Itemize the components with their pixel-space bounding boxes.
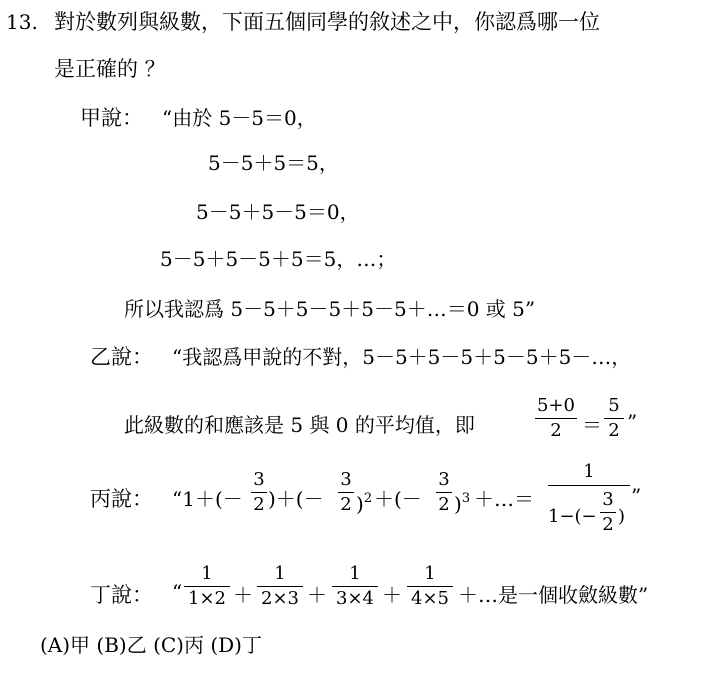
bing-paren: ) — [356, 492, 364, 516]
fraction-bar — [184, 586, 230, 587]
bing-rhs-den-frac — [600, 490, 616, 535]
yi-frac2-denominator: 2 — [608, 420, 620, 441]
bing-rhs-den-right: ) — [618, 506, 626, 527]
ding-t3-numerator: 1 — [349, 563, 361, 584]
ding-t2-numerator: 1 — [274, 563, 286, 584]
bing-close-quote: ” — [631, 484, 642, 508]
bing-f2-denominator: 2 — [340, 494, 352, 515]
bing-mid1: )＋(－ — [268, 487, 324, 511]
fraction-bar — [257, 586, 303, 587]
bing-f1-denominator: 2 — [253, 494, 265, 515]
bing-f1-numerator: 3 — [253, 469, 265, 490]
ding-t4-numerator: 1 — [424, 563, 436, 584]
bing-mid3: ＋(－ — [374, 487, 422, 511]
bing-mid2 — [356, 487, 372, 516]
bing-frac2 — [338, 470, 354, 515]
bing-open: “1＋(－ — [172, 487, 243, 511]
ding-term1 — [184, 564, 230, 609]
jia-label: 甲說： — [80, 106, 143, 130]
bing-rhs-den-numerator: 3 — [602, 489, 614, 510]
yi-line1: “我認爲甲說的不對，5－5＋5－5＋5－5＋5－…， — [172, 345, 632, 369]
yi-equals: ＝ — [582, 413, 602, 437]
bing-frac1 — [251, 470, 267, 515]
ding-t2-denominator: 2×3 — [261, 588, 299, 609]
bing-exponent-3: 3 — [461, 491, 471, 506]
bing-rhs-den-denominator: 2 — [602, 514, 614, 535]
ding-plus1: ＋ — [233, 583, 253, 607]
ding-plus3: ＋ — [382, 583, 402, 607]
fraction-bar — [600, 512, 616, 513]
fraction-bar — [548, 485, 630, 486]
jia-line5: 所以我認爲 5－5＋5－5＋5－5＋…＝0 或 5” — [124, 297, 536, 321]
question-stem-line2: 是正確的 ？ — [54, 57, 166, 81]
yi-fraction-avg — [535, 396, 577, 441]
jia-line3: 5－5＋5－5＝0， — [196, 200, 360, 224]
bing-label: 丙說： — [90, 487, 153, 511]
bing-tail: ＋…＝ — [474, 487, 534, 511]
bing-f2-numerator: 3 — [340, 469, 352, 490]
jia-line4: 5－5＋5－5＋5＝5，…； — [160, 247, 397, 271]
fraction-bar — [436, 492, 452, 493]
ding-t3-denominator: 3×4 — [336, 588, 374, 609]
ding-label: 丁說： — [90, 583, 153, 607]
yi-frac2-numerator: 5 — [608, 395, 620, 416]
question-number: 13. — [6, 10, 38, 34]
bing-f3-denominator: 2 — [438, 494, 450, 515]
ding-tail: ＋…是一個收斂級數” — [458, 583, 649, 607]
answer-options: (A)甲 (B)乙 (C)丙 (D)丁 — [40, 633, 262, 657]
fraction-bar — [332, 586, 378, 587]
bing-exponent-2: 2 — [363, 491, 373, 506]
ding-plus2: ＋ — [307, 583, 327, 607]
bing-paren: ) — [454, 492, 462, 516]
bing-rhs-den-left: 1−(− — [548, 506, 597, 527]
ding-t1-denominator: 1×2 — [188, 588, 226, 609]
ding-term2 — [257, 564, 303, 609]
question-stem-line1: 對於數列與級數，下面五個同學的敘述之中，你認爲哪一位 — [54, 10, 600, 34]
fraction-bar — [535, 418, 577, 419]
fraction-bar — [338, 492, 354, 493]
yi-frac1-numerator: 5+0 — [537, 395, 575, 416]
bing-rhs-fraction — [548, 462, 630, 486]
yi-label: 乙說： — [90, 345, 153, 369]
ding-t1-numerator: 1 — [201, 563, 213, 584]
ding-term3 — [332, 564, 378, 609]
jia-line2: 5－5＋5＝5， — [208, 151, 339, 175]
jia-line1: “由於 5－5＝0， — [162, 106, 317, 130]
bing-frac3 — [436, 470, 452, 515]
fraction-bar — [407, 586, 453, 587]
ding-open-quote: “ — [172, 580, 183, 604]
bing-f3-numerator: 3 — [438, 469, 450, 490]
bing-mid4 — [454, 487, 470, 516]
yi-line2-text: 此級數的和應該是 5 與 0 的平均值，即 — [124, 413, 475, 437]
bing-rhs-numerator: 1 — [583, 461, 595, 482]
ding-t4-denominator: 4×5 — [411, 588, 449, 609]
fraction-bar — [604, 418, 624, 419]
yi-close-quote: ” — [627, 410, 638, 434]
ding-term4 — [407, 564, 453, 609]
yi-frac1-denominator: 2 — [550, 420, 562, 441]
yi-fraction-result — [604, 396, 624, 441]
fraction-bar — [251, 492, 267, 493]
